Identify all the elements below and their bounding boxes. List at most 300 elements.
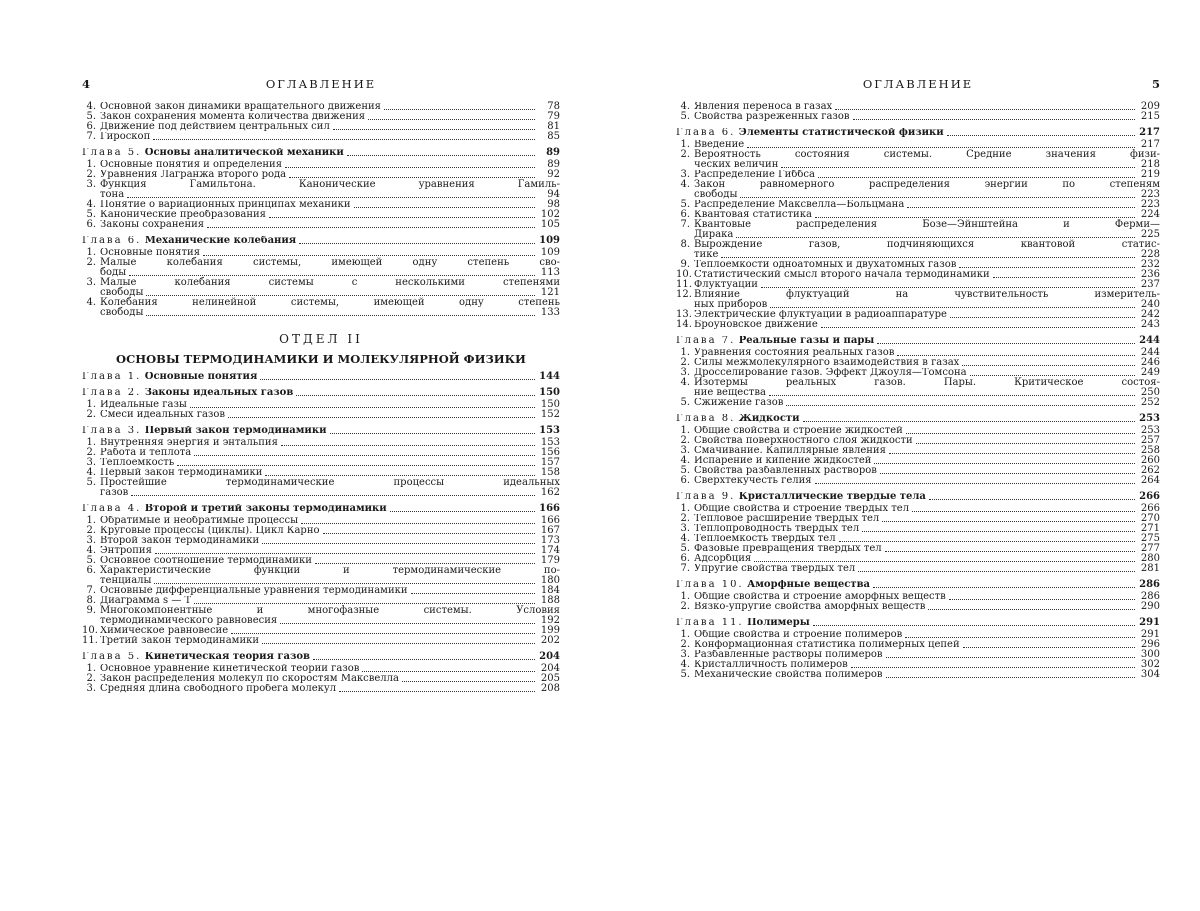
chapter-heading: Глава 2. Законы идеальных газов 150 [82, 387, 560, 398]
entry-number: 2. [86, 409, 96, 420]
entry-number: 4. [86, 545, 96, 556]
dot-leader [851, 667, 1135, 668]
dot-leader [916, 443, 1135, 444]
entry-page: 271 [1140, 523, 1160, 534]
entry-title: Кристалличность полимеров [694, 660, 848, 670]
entry-number: 3. [680, 367, 690, 378]
entry-title: Тепловое расширение твердых тел [694, 514, 880, 524]
chapter-heading: Глава 6. Элементы статистической физики 217 [676, 127, 1160, 138]
dot-leader [269, 217, 535, 218]
entry-number: 10. [676, 269, 692, 280]
toc-entry [676, 592, 1160, 602]
entry-title: Гироскоп [100, 132, 151, 142]
entry-number: 3. [680, 523, 690, 534]
entry-title: Обратимые и необратимые процессы [100, 516, 299, 526]
entry-page: 264 [1140, 475, 1160, 486]
entry-page: 280 [1140, 553, 1160, 564]
entry-title: Броуновское движение [694, 320, 818, 330]
entry-number: 4. [680, 455, 690, 466]
toc-entry-cont: тона 94 [100, 189, 560, 200]
entry-title: Конформационная статистика полимерных цепей [694, 640, 960, 650]
entry-page: 208 [540, 683, 560, 694]
toc-entry [82, 438, 560, 448]
dot-leader [262, 543, 535, 544]
entry-title: Явления переноса в газах [694, 102, 833, 112]
section-label: ОТДЕЛ II [279, 332, 363, 346]
dot-leader [839, 541, 1135, 542]
entry-page: 236 [1140, 269, 1160, 280]
toc-entry [676, 602, 1160, 612]
entry-number: 4. [86, 101, 96, 112]
toc-entry-wrap: 2. Малые колебания системы, имеющей одну степень сво- [86, 257, 560, 268]
toc-entry [676, 514, 1160, 524]
page-number: 4 [82, 77, 91, 91]
entry-number: 1. [680, 591, 690, 602]
entry-number: 2. [86, 169, 96, 180]
dot-leader [928, 609, 1135, 610]
entry-page: 81 [547, 121, 560, 132]
entry-title: Идеальные газы [100, 400, 187, 410]
toc-entry-wrap: 3. Малые колебания системы с несколькими степенями [86, 277, 560, 288]
toc-entry [676, 564, 1160, 574]
entry-number: 6. [680, 209, 690, 220]
entry-number: 2. [86, 447, 96, 458]
toc-entry [82, 220, 560, 230]
toc-entry-wrap: 3. Функция Гамильтона. Канонические уравнения Гамиль- [86, 179, 560, 190]
entry-title: Испарение и кипение жидкостей [694, 456, 872, 466]
entry-page: 277 [1140, 543, 1160, 554]
chapter-heading: Глава 6. Механические колебания 109 [82, 235, 560, 246]
entry-title: Общие свойства и строение аморфных веществ [694, 592, 946, 602]
entry-number: 4. [86, 467, 96, 478]
entry-title: Теплоемкость [100, 458, 175, 468]
entry-number: 1. [86, 159, 96, 170]
entry-number: 13. [676, 309, 692, 320]
dot-leader [207, 227, 535, 228]
entry-title: Сверхтекучесть гелия [694, 476, 812, 486]
toc-entry [82, 132, 560, 142]
entry-page: 204 [540, 663, 560, 674]
entry-number: 3. [86, 683, 96, 694]
entry-number: 5. [680, 543, 690, 554]
entry-number: 5. [86, 209, 96, 220]
entry-page: 92 [547, 169, 560, 180]
entry-title: Общие свойства и строение жидкостей [694, 426, 903, 436]
dot-leader [950, 317, 1135, 318]
chapter-heading: Глава 11. Полимеры 291 [676, 617, 1160, 628]
entry-page: 156 [540, 447, 560, 458]
toc-entry [82, 684, 560, 694]
toc-entry-cont: тике 228 [694, 249, 1160, 260]
toc-entry-wrap: 2. Вероятность состояния системы. Средние значения физи- [680, 149, 1160, 160]
entry-number: 1. [86, 515, 96, 526]
entry-page: 184 [540, 585, 560, 596]
entry-page: 249 [1140, 367, 1160, 378]
entry-page: 174 [540, 545, 560, 556]
entry-page: 258 [1140, 445, 1160, 456]
dot-leader [155, 553, 535, 554]
entry-number: 6. [680, 553, 690, 564]
entry-number: 3. [680, 649, 690, 660]
dot-leader [905, 637, 1135, 638]
entry-number: 14. [676, 319, 692, 330]
dot-leader [906, 433, 1135, 434]
entry-number: 4. [680, 533, 690, 544]
entry-page: 246 [1140, 357, 1160, 368]
entry-title: Законы сохранения [100, 220, 205, 230]
toc-entry-cont: свободы 223 [694, 189, 1160, 200]
entry-number: 6. [680, 475, 690, 486]
entry-page: 157 [540, 457, 560, 468]
toc-entry [676, 348, 1160, 358]
entry-page: 188 [540, 595, 560, 606]
toc-entry [82, 210, 560, 220]
entry-number: 2. [86, 525, 96, 536]
dot-leader [177, 465, 535, 466]
entry-title: Теплоемкости одноатомных и двухатомных газов [694, 260, 957, 270]
dot-leader [897, 355, 1135, 356]
left-page [82, 0, 560, 911]
entry-page: 253 [1140, 425, 1160, 436]
toc-entry [676, 466, 1160, 476]
toc-entry [676, 310, 1160, 320]
entry-title: Свойства разбавленных растворов [694, 466, 877, 476]
dot-leader [362, 671, 535, 672]
entry-page: 243 [1140, 319, 1160, 330]
entry-number: 7. [86, 585, 96, 596]
page-header [676, 77, 1160, 93]
toc-entry [82, 160, 560, 170]
toc-entry-cont: свободы 121 [100, 287, 560, 298]
toc-entry [82, 536, 560, 546]
page-header [82, 77, 560, 93]
toc-entry [676, 544, 1160, 554]
entry-title: Основной закон динамики вращательного движения [100, 102, 381, 112]
dot-leader [874, 463, 1135, 464]
entry-number: 9. [680, 259, 690, 270]
toc-entry [82, 516, 560, 526]
dot-leader [354, 207, 535, 208]
entry-title: Первый закон термодинамики [100, 468, 263, 478]
entry-page: 102 [540, 209, 560, 220]
entry-title: Дросселирование газов. Эффект Джоуля—Томсона [694, 368, 967, 378]
entry-page: 237 [1140, 279, 1160, 290]
dot-leader [853, 119, 1135, 120]
entry-title: Основное соотношение термодинамики [100, 556, 312, 566]
entry-page: 223 [1140, 199, 1160, 210]
entry-number: 11. [676, 279, 692, 290]
entry-page: 167 [540, 525, 560, 536]
entry-title: Свойства разреженных газов [694, 112, 850, 122]
toc-entry-cont: ческих величин 218 [694, 159, 1160, 170]
entry-title: Адсорбция [694, 554, 752, 564]
entry-page: 78 [547, 101, 560, 112]
entry-title: Квантовая статистика [694, 210, 812, 220]
dot-leader [821, 327, 1135, 328]
toc-list [82, 102, 560, 694]
entry-title: Понятие о вариационных принципах механики [100, 200, 351, 210]
toc-entry [676, 504, 1160, 514]
dot-leader [368, 119, 535, 120]
entry-page: 209 [1140, 101, 1160, 112]
entry-page: 302 [1140, 659, 1160, 670]
entry-title: Силы межмолекулярного взаимодействия в газах [694, 358, 960, 368]
entry-number: 8. [86, 595, 96, 606]
entry-number: 6. [86, 219, 96, 230]
chapter-heading: Глава 8. Жидкости 253 [676, 413, 1160, 424]
entry-title: Внутренняя энергия и энтальпия [100, 438, 278, 448]
entry-page: 152 [540, 409, 560, 420]
entry-number: 2. [680, 435, 690, 446]
dot-leader [761, 287, 1135, 288]
entry-page: 202 [540, 635, 560, 646]
chapter-heading: Глава 10. Аморфные вещества 286 [676, 579, 1160, 590]
entry-title: Общие свойства и строение полимеров [694, 630, 903, 640]
dot-leader [882, 521, 1135, 522]
entry-page: 266 [1140, 503, 1160, 514]
toc-entry [676, 436, 1160, 446]
toc-entry [82, 410, 560, 420]
entry-title: Механические свойства полимеров [694, 670, 883, 680]
entry-number: 1. [680, 347, 690, 358]
entry-title: Общие свойства и строение твердых тел [694, 504, 910, 514]
chapter-heading: Глава 3. Первый закон термодинамики 153 [82, 425, 560, 436]
entry-title: Упругие свойства твердых тел [694, 564, 856, 574]
toc-entry [676, 650, 1160, 660]
entry-page: 300 [1140, 649, 1160, 660]
toc-entry-cont: тенциалы 180 [100, 575, 560, 586]
entry-page: 85 [547, 131, 560, 142]
chapter-heading: Глава 9. Кристаллические твердые тела 266 [676, 491, 1160, 502]
toc-entry [676, 476, 1160, 486]
entry-number: 5. [680, 669, 690, 680]
toc-entry [676, 554, 1160, 564]
entry-title: Распределение Максвелла—Больцмана [694, 200, 905, 210]
dot-leader [815, 483, 1135, 484]
dot-leader [886, 677, 1135, 678]
dot-leader [323, 533, 535, 534]
toc-entry [82, 526, 560, 536]
entry-number: 1. [86, 663, 96, 674]
entry-page: 296 [1140, 639, 1160, 650]
toc-entry [676, 456, 1160, 466]
toc-entry [676, 630, 1160, 640]
entry-title: Электрические флуктуации в радиоаппаратуре [694, 310, 947, 320]
entry-number: 2. [86, 673, 96, 684]
entry-page: 153 [540, 437, 560, 448]
toc-entry [82, 400, 560, 410]
toc-entry-cont: ных приборов 240 [694, 299, 1160, 310]
entry-page: 158 [540, 467, 560, 478]
entry-page: 304 [1140, 669, 1160, 680]
entry-title: Химическое равновесие [100, 626, 229, 636]
entry-number: 4. [86, 199, 96, 210]
toc-entry-wrap: 12. Влияние флуктуаций на чувствительность измеритель- [676, 289, 1160, 300]
dot-leader [912, 511, 1135, 512]
toc-entry-wrap: 6. Характеристические функции и термодинамические по- [86, 565, 560, 576]
dot-leader [411, 593, 535, 594]
dot-leader [190, 407, 535, 408]
dot-leader [153, 139, 535, 140]
entry-title: Основные дифференциальные уравнения термодинамики [100, 586, 408, 596]
entry-title: Вязко-упругие свойства аморфных веществ [694, 602, 926, 612]
entry-number: 3. [86, 457, 96, 468]
dot-leader [333, 129, 535, 130]
entry-page: 260 [1140, 455, 1160, 466]
toc-entry [82, 122, 560, 132]
entry-number: 2. [680, 639, 690, 650]
entry-title: Работа и теплота [100, 448, 192, 458]
toc-entry [676, 426, 1160, 436]
dot-leader [959, 267, 1135, 268]
chapter-heading: Глава 1. Основные понятия 144 [82, 371, 560, 382]
entry-number: 1. [680, 425, 690, 436]
entry-title: Закон сохранения момента количества движения [100, 112, 366, 122]
entry-title: Средняя длина свободного пробега молекул [100, 684, 337, 694]
toc-entry-wrap: 8. Вырождение газов, подчиняющихся квантовой статис- [680, 239, 1160, 250]
dot-leader [970, 375, 1135, 376]
entry-number: 5. [680, 111, 690, 122]
dot-leader [949, 599, 1135, 600]
entry-page: 89 [547, 159, 560, 170]
toc-entry-wrap: 4. Закон равномерного распределения энергии по степеням [680, 179, 1160, 190]
entry-page: 205 [540, 673, 560, 684]
toc-entry [676, 260, 1160, 270]
toc-entry [676, 660, 1160, 670]
entry-title: Энтропия [100, 546, 152, 556]
dot-leader [880, 473, 1135, 474]
toc-entry-wrap: 4. Изотермы реальных газов. Пары. Критическое состоя- [680, 377, 1160, 388]
entry-title: Уравнения Лагранжа второго рода [100, 170, 287, 180]
toc-entry [676, 534, 1160, 544]
entry-number: 5. [86, 555, 96, 566]
entry-number: 3. [86, 535, 96, 546]
toc-entry [82, 586, 560, 596]
toc-entry: 1. Основные понятия 109 [86, 247, 560, 258]
entry-page: 281 [1140, 563, 1160, 574]
toc-entry-cont: газов 162 [100, 487, 560, 498]
toc-entry-wrap: 4. Колебания нелинейной системы, имеющей одну степень [86, 297, 560, 308]
dot-leader [835, 109, 1135, 110]
entry-title: Круговые процессы (циклы). Цикл Карно [100, 526, 320, 536]
dot-leader [907, 207, 1135, 208]
entry-page: 166 [540, 515, 560, 526]
entry-title: Второй закон термодинамики [100, 536, 260, 546]
dot-leader [194, 603, 535, 604]
entry-page: 179 [540, 555, 560, 566]
dot-leader [301, 523, 535, 524]
entry-title: Разбавленные растворы полимеров [694, 650, 883, 660]
dot-leader [402, 681, 535, 682]
header-title: ОГЛАВЛЕНИЕ [265, 77, 377, 91]
entry-title: Флуктуации [694, 280, 758, 290]
entry-number: 2. [680, 513, 690, 524]
toc-entry [676, 670, 1160, 680]
dot-leader [858, 571, 1135, 572]
dot-leader [262, 643, 535, 644]
toc-entry [82, 102, 560, 112]
entry-page: 98 [547, 199, 560, 210]
entry-number: 1. [86, 399, 96, 410]
section-title: ОСНОВЫ ТЕРМОДИНАМИКИ И МОЛЕКУЛЯРНОЙ ФИЗИКИ [116, 352, 526, 366]
toc-entry [82, 200, 560, 210]
dot-leader [384, 109, 535, 110]
toc-entry [82, 448, 560, 458]
entry-title: Теплопроводность твердых тел [694, 524, 860, 534]
toc-entry [82, 664, 560, 674]
entry-title: Фазовые превращения твердых тел [694, 544, 882, 554]
page-number: 5 [1151, 77, 1160, 91]
entry-page: 291 [1140, 629, 1160, 640]
entry-title: Свойства поверхностного слоя жидкости [694, 436, 913, 446]
entry-page: 150 [540, 399, 560, 410]
entry-page: 173 [540, 535, 560, 546]
toc-entry [82, 674, 560, 684]
toc-entry [676, 112, 1160, 122]
entry-page: 244 [1140, 347, 1160, 358]
toc-list [676, 102, 1160, 680]
entry-page: 257 [1140, 435, 1160, 446]
entry-page: 215 [1140, 111, 1160, 122]
entry-number: 10. [82, 625, 98, 636]
entry-page: 275 [1140, 533, 1160, 544]
toc-entry: 1. Введение 217 [680, 139, 1160, 150]
chapter-heading: Глава 4. Второй и третий законы термодинамики 166 [82, 503, 560, 514]
entry-page: 262 [1140, 465, 1160, 476]
right-page [676, 0, 1160, 911]
toc-entry [82, 626, 560, 636]
entry-title: Смеси идеальных газов [100, 410, 226, 420]
entry-number: 4. [680, 659, 690, 670]
entry-page: 242 [1140, 309, 1160, 320]
entry-page: 79 [547, 111, 560, 122]
toc-entry [676, 358, 1160, 368]
dot-leader [885, 551, 1135, 552]
toc-entry-cont: свободы 133 [100, 307, 560, 318]
toc-entry [82, 458, 560, 468]
toc-entry [676, 640, 1160, 650]
dot-leader [886, 657, 1135, 658]
toc-entry: 3. Распределение Гиббса 219 [680, 169, 1160, 180]
entry-number: 1. [680, 503, 690, 514]
entry-number: 7. [86, 131, 96, 142]
entry-page: 224 [1140, 209, 1160, 220]
dot-leader [993, 277, 1135, 278]
entry-title: Канонические преобразования [100, 210, 266, 220]
entry-title: Диаграмма s — T [100, 596, 192, 606]
toc-entry-cont: Дирака 225 [694, 229, 1160, 240]
entry-page: 270 [1140, 513, 1160, 524]
entry-page: 286 [1140, 591, 1160, 602]
toc-entry-cont: термодинамического равновесия 192 [100, 615, 560, 626]
toc-entry-wrap: 9. Многокомпонентные и многофазные системы. Условия [86, 605, 560, 616]
dot-leader [315, 563, 535, 564]
entry-number: 5. [680, 465, 690, 476]
toc-entry [676, 200, 1160, 210]
entry-number: 5. [680, 199, 690, 210]
dot-leader [339, 691, 535, 692]
entry-number: 2. [680, 601, 690, 612]
toc-entry [676, 446, 1160, 456]
entry-number: 7. [680, 563, 690, 574]
entry-title: Уравнения состояния реальных газов [694, 348, 895, 358]
chapter-heading: Глава 7. Реальные газы и пары 244 [676, 335, 1160, 346]
entry-number: 2. [680, 357, 690, 368]
toc-entry [82, 112, 560, 122]
dot-leader [862, 531, 1135, 532]
entry-number: 4. [680, 101, 690, 112]
entry-page: 199 [540, 625, 560, 636]
